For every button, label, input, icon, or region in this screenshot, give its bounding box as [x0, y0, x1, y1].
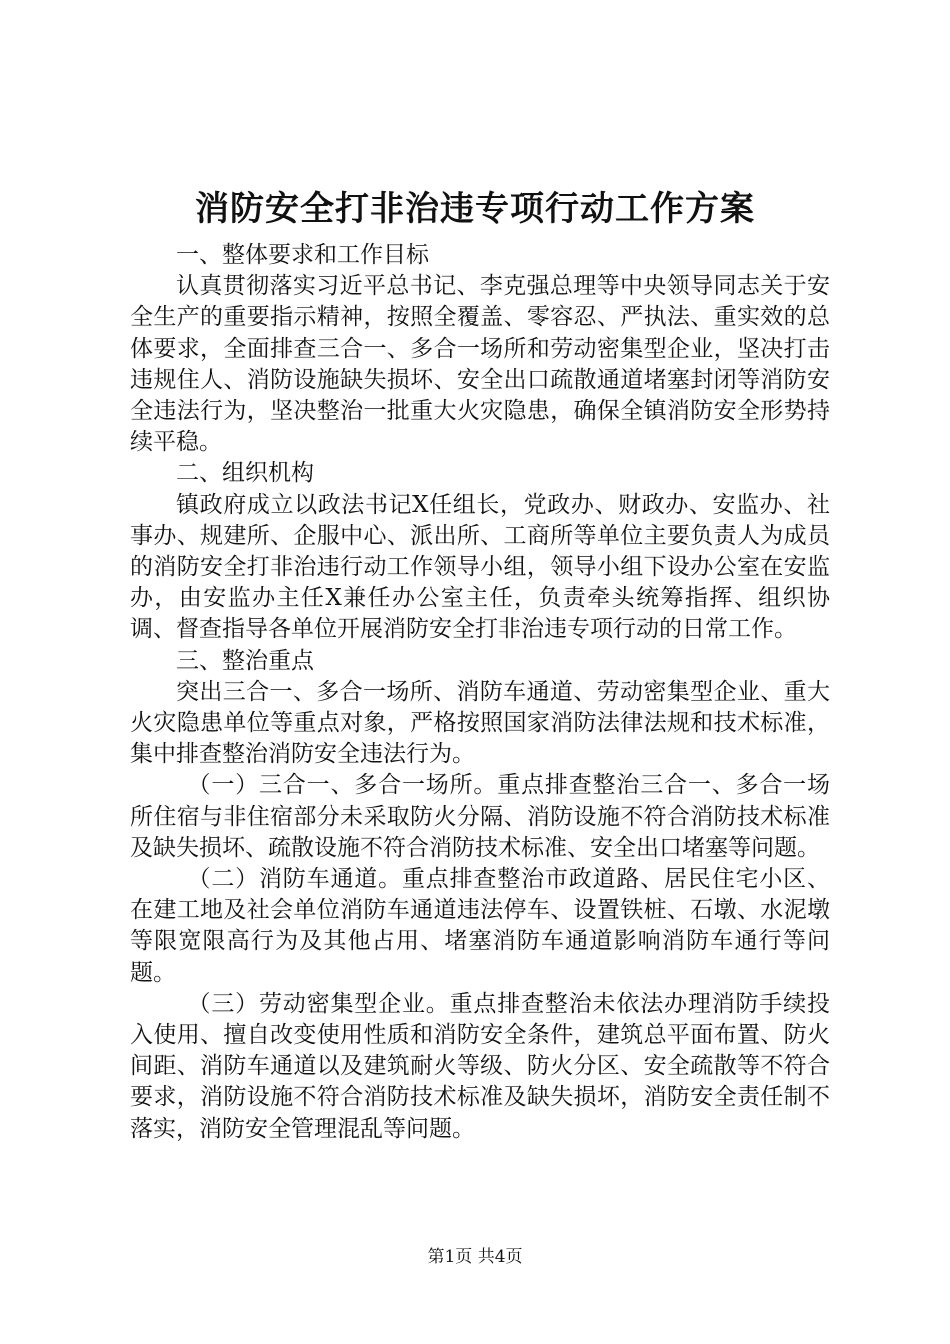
section-3-intro-paragraph: 突出三合一、多合一场所、消防车通道、劳动密集型企业、重大火灾隐患单位等重点对象，严格按照国家消防法律法规和技术标准，集中排查整治消防安全违法行为。	[130, 678, 830, 768]
section-heading-2: 二、组织机构	[176, 460, 314, 487]
section-heading-1: 一、整体要求和工作目标	[176, 242, 429, 268]
section-3-item-1-paragraph: （一）三合一、多合一场所。重点排查整治三合一、多合一场所住宿与非住宿部分未采取防火分隔、消防设施不符合消防技术标准及缺失损坏、疏散设施不符合消防技术标准、安全出口堵塞等问题。	[130, 772, 830, 861]
page-footer: 第1页 共4页	[427, 1247, 523, 1267]
section-1-paragraph: 认真贯彻落实习近平总书记、李克强总理等中央领导同志关于安全生产的重要指示精神，按照全覆盖、零容忍、严执法、重实效的总体要求，全面排查三合一、多合一场所和劳动密集型企业，坚决打击违规住人、消防设施缺失损坏、安全出口疏散通道堵塞封闭等消防安全违法行为，坚决整治一批重大火灾隐患，确保全镇消防安全形势持续平稳。	[130, 273, 830, 456]
section-2-paragraph: 镇政府成立以政法书记X任组长，党政办、财政办、安监办、社事办、规建所、企服中心、派出所、工商所等单位主要负责人为成员的消防安全打非治违行动工作领导小组，领导小组下设办公室在安监办，由安监办主任X兼任办公室主任，负责牵头统筹指挥、组织协调、督查指导各单位开展消防安全打非治违专项行动的日常工作。	[130, 491, 830, 643]
section-3-item-2-paragraph: （二）消防车通道。重点排查整治市政道路、居民住宅小区、在建工地及社会单位消防车通道违法停车、设置铁桩、石墩、水泥墩等限宽限高行为及其他占用、堵塞消防车通道影响消防车通行等问题。	[130, 866, 830, 986]
document-body	[130, 240, 830, 1145]
document-title: 消防安全打非治违专项行动工作方案	[195, 189, 755, 229]
section-3-item-3-paragraph: （三）劳动密集型企业。重点排查整治未依法办理消防手续投入使用、擅自改变使用性质和消防安全条件，建筑总平面布置、防火间距、消防车通道以及建筑耐火等级、防火分区、安全疏散等不符合要求，消防设施不符合消防技术标准及缺失损坏，消防安全责任制不落实，消防安全管理混乱等问题。	[130, 990, 830, 1142]
section-heading-3: 三、整治重点	[176, 647, 314, 674]
